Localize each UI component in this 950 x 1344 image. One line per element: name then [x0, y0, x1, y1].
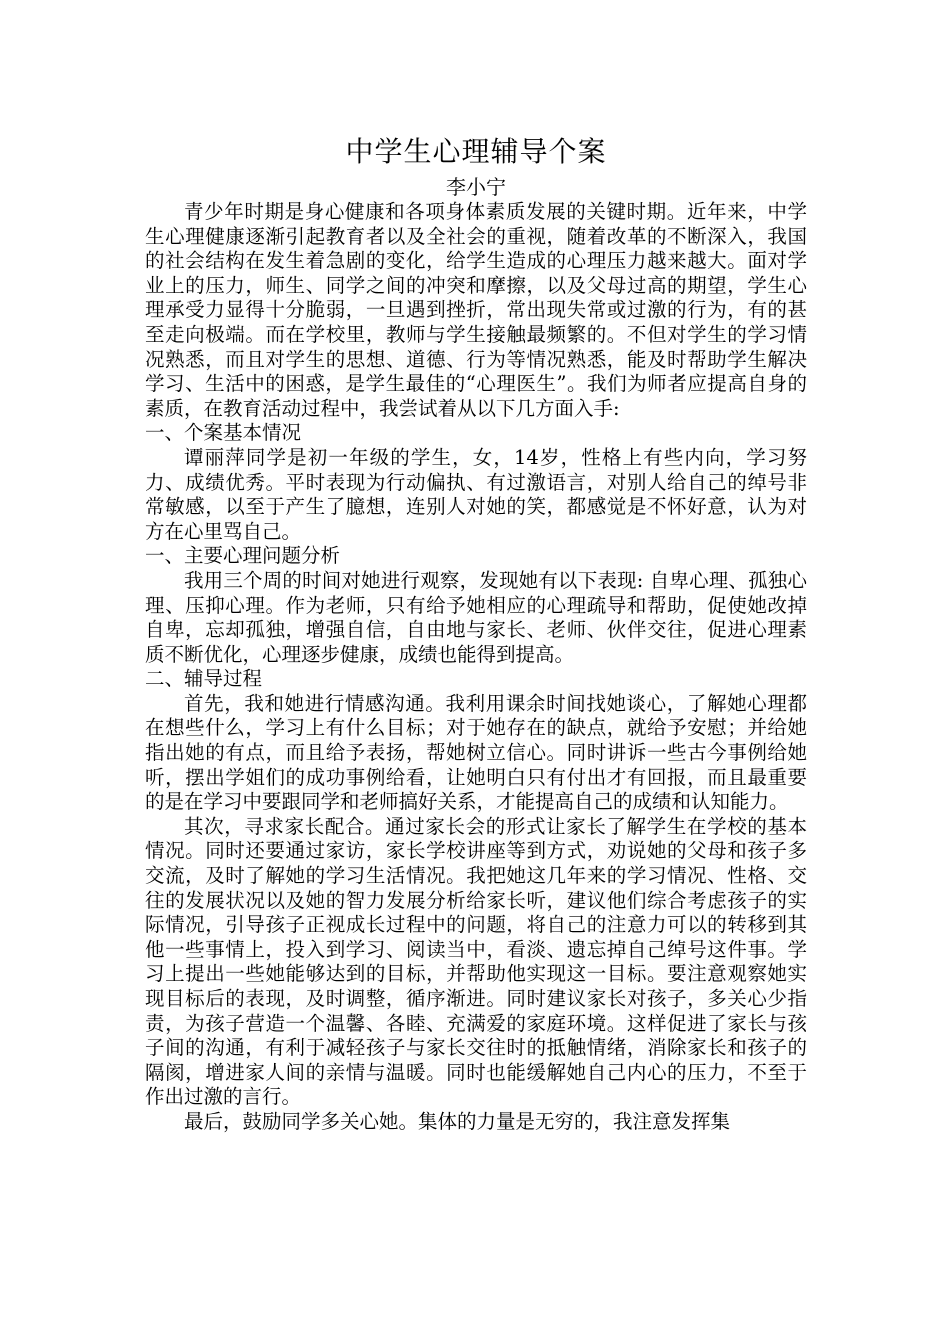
process-paragraph-first: 首先，我和她进行情感沟通。我利用课余时间找她谈心，了解她心理都在想些什么，学习上有什么目标；对于她存在的缺点，就给予安慰；并给她指出她的有点，而且给予表扬，帮她树立信心。同时讲诉一些古今事例给她听，摆出学姐们的成功事例给看，让她明白只有付出才有回报，而且最重要的是在学习中要跟同学和老师搞好关系，才能提高自己的成绩和认知能力。 [145, 691, 807, 814]
document-title: 中学生心理辅导个案 [345, 135, 607, 168]
basic-info-paragraph: 谭丽萍同学是初一年级的学生，女，14岁，性格上有些内向，学习努力、成绩优秀。平时表现为行动偏执、有过激语言，对别人给自己的绰号非常敏感，以至于产生了臆想，连别人对她的笑，都感觉是不怀好意，认为对方在心里骂自己。 [145, 445, 807, 543]
document-body [145, 200, 807, 1135]
problem-analysis-paragraph: 我用三个周的时间对她进行观察，发现她有以下表现: 自卑心理、孤独心理、压抑心理。作为老师，只有给予她相应的心理疏导和帮助，促使她改掉自卑，忘却孤独，增强自信，自由地与家长、老师、伙伴交往，促进心理素质不断优化，心理逐步健康，成绩也能得到提高。 [145, 568, 807, 666]
section-heading-counseling-process: 二、辅导过程 [145, 667, 263, 691]
intro-paragraph: 青少年时期是身心健康和各项身体素质发展的关键时期。近年来，中学生心理健康逐渐引起教育者以及全社会的重视，随着改革的不断深入，我国的社会结构在发生着急剧的变化，给学生造成的心理压力越来越大。面对学业上的压力，师生、同学之间的冲突和摩擦，以及父母过高的期望，学生心理承受力显得十分脆弱，一旦遇到挫折，常出现失常或过激的行为，有的甚至走向极端。而在学校里，教师与学生接触最频繁的。不但对学生的学习情况熟悉，而且对学生的思想、道德、行为等情况熟悉，能及时帮助学生解决学习、生活中的困惑，是学生最佳的“心理医生”。我们为师者应提高自身的素质，在教育活动过程中，我尝试着从以下几方面入手: [145, 200, 807, 420]
document-author: 李小宁 [446, 175, 506, 199]
process-paragraph-second: 其次，寻求家长配合。通过家长会的形式让家长了解学生在学校的基本情况。同时还要通过家访，家长学校讲座等到方式，劝说她的父母和孩子多交流，及时了解她的学习生活情况。我把她这几年来的学习情况、性格、交往的发展状况以及她的智力发展分析给家长听，建议他们综合考虑孩子的实际情况，引导孩子正视成长过程中的问题，将自己的注意力可以的转移到其他一些事情上，投入到学习、阅读当中，看淡、遗忘掉自己绰号这件事。学习上提出一些她能够达到的目标，并帮助他实现这一目标。要注意观察她实现目标后的表现，及时调整，循序渐进。同时建议家长对孩子，多关心少指责，为孩子营造一个温馨、各睦、充满爱的家庭环境。这样促进了家长与孩子间的沟通，有利于减轻孩子与家长交往时的抵触情绪，消除家长和孩子的隔阂，增进家人间的亲情与温暖。同时也能缓解她自己内心的压力，不至于作出过激的言行。 [145, 814, 807, 1109]
process-paragraph-last: 最后，鼓励同学多关心她。集体的力量是无穷的，我注意发挥集 [184, 1109, 731, 1133]
document-page [145, 132, 807, 1135]
section-heading-basic-info: 一、个案基本情况 [145, 421, 302, 445]
section-heading-problem-analysis: 一、主要心理问题分析 [145, 544, 341, 568]
